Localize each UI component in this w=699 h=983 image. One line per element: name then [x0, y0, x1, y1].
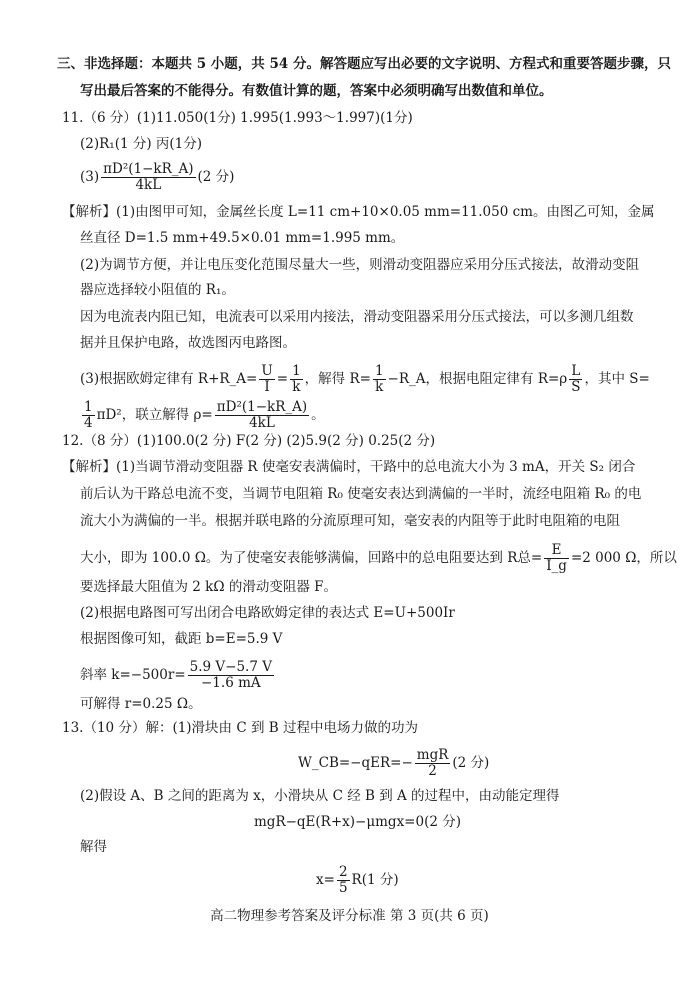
q12-slope-num: 5.9 V−5.7 V: [189, 659, 272, 675]
q12-slope-frac: [188, 660, 274, 691]
q11-part3-prefix: (3): [80, 169, 100, 185]
q11-ohm-a: (3)根据欧姆定律有 R+R_A=: [80, 371, 258, 387]
q11-ohm-frac2-den: k: [292, 379, 301, 395]
q11-analysis-6: 据并且保护电路，故选图丙电路图。: [80, 335, 296, 351]
q11-s-frac2: [215, 400, 309, 431]
q11-ohm-frac4: [569, 364, 582, 395]
q12-r-frac-den: I_g: [546, 558, 567, 574]
q11-ohm-frac1-den: I: [264, 379, 270, 395]
q11-analysis-2: 丝直径 D=1.5 mm+49.5×0.01 mm=1.995 mm。: [80, 230, 405, 246]
q12-r-frac: [544, 543, 569, 574]
q13-work-line: [298, 748, 489, 779]
q12-result: 可解得 r=0.25 Ω。: [80, 696, 202, 712]
q12-intercept: 根据图像可知，截距 b=E=5.9 V: [80, 631, 283, 647]
q11-s-frac2-den: 4kL: [249, 415, 275, 431]
q12-analysis-2: 前后认为干路总电流不变，当调节电阻箱 R₀ 使毫安表达到满偏的一半时，流经电阻箱 R₀ 的电: [80, 486, 642, 502]
q11-ohm-frac2-num: 1: [292, 363, 301, 379]
q11-s-line: [80, 400, 325, 431]
q12-r-conclusion: 要选择最大阻值为 2 kΩ 的滑动变阻器 F。: [80, 579, 337, 595]
q13-intro: 13.（10 分）解：(1)滑块由 C 到 B 过程中电场力做的功为: [62, 720, 418, 736]
section-header-line1: 三、非选择题：本题共 5 小题，共 54 分。解答题应写出必要的文字说明、方程式和重要答题步骤，只: [57, 56, 671, 72]
q11-ohm-frac3-num: 1: [374, 363, 384, 379]
page-footer: 高二物理参考答案及评分标准 第 3 页(共 6 页): [210, 908, 489, 924]
q11-analysis-1: 【解析】(1)由图甲可知，金属丝长度 L=11 cm+10×0.05 mm=11.050 cm。由图乙可知，金属: [62, 204, 655, 220]
q12-analysis-1: 【解析】(1)当调节滑动变阻器 R 使毫安表满偏时，干路中的总电流大小为 3 mA，开关 S₂ 闭合: [62, 459, 636, 475]
q11-part3: [80, 162, 234, 193]
q11-ohm-d: −R_A，根据电阻定律有 R=ρ: [387, 371, 568, 387]
q11-s-frac: [82, 400, 95, 431]
q11-ohm-frac4-den: S: [571, 379, 581, 395]
q11-ohm-frac2: [290, 364, 303, 395]
q11-analysis-4: 器应选择较小阻值的 R₁。: [80, 282, 235, 298]
q13-part2: (2)假设 A、B 之间的距离为 x，小滑块从 C 经 B 到 A 的过程中，由动能定理得: [80, 788, 560, 804]
q11-ohm-frac3-den: k: [375, 379, 384, 395]
q12-r-frac-num: E: [544, 543, 569, 559]
q12-slope-line: [80, 660, 276, 691]
q11-part3-den: 4kL: [135, 177, 162, 193]
q13-work-den: 2: [428, 763, 437, 779]
q11-ohm-frac1-num: U: [261, 363, 273, 379]
q13-work-b: (2 分): [452, 755, 490, 771]
q11-ohm-b: =: [276, 371, 289, 387]
q12-slope-a: 斜率 k=−500r=: [80, 667, 186, 683]
q11-s-frac2-num: πD²(1−kR_A): [216, 399, 308, 415]
q11-ohm-line: [80, 364, 650, 395]
q12-r-a: 大小，即为 100.0 Ω。为了使毫安表能够满偏，回路中的总电阻要达到 R总=: [80, 550, 543, 566]
q11-part2: (2)R₁(1 分) 丙(1分): [80, 136, 203, 152]
q13-work-a: W_CB=−qER=−: [298, 755, 413, 771]
q11-ohm-e: ，其中 S=: [584, 371, 650, 387]
q13-x-frac: [337, 865, 350, 896]
q13-work-frac: [415, 748, 451, 779]
q12-r-line: [80, 543, 677, 574]
q13-work-num: mgR: [416, 747, 449, 763]
q13-energy-eq: mgR−qE(R+x)−μmgx=0(2 分): [254, 814, 461, 830]
q11-s-frac-num: 1: [84, 399, 93, 415]
q13-solve-label: 解得: [80, 839, 107, 855]
q13-x-num: 2: [338, 864, 348, 880]
q13-x-line: [316, 865, 399, 896]
q11-s-frac-den: 4: [84, 415, 93, 431]
q11-answers: 11.（6 分）(1)11.050(1分) 1.995(1.993～1.997)(1分): [62, 110, 413, 126]
q11-part3-suffix: (2 分): [197, 169, 235, 185]
q11-analysis-3: (2)为调节方便，并让电压变化范围尽量大一些，则滑动变阻器应采用分压式接法，故滑动变阻: [80, 257, 640, 273]
q11-part3-num: πD²(1−kR_A): [103, 161, 194, 177]
q11-ohm-c: ，解得 R=: [304, 371, 371, 387]
q11-ohm-frac1: [259, 364, 274, 395]
q12-answers: 12.（8 分）(1)100.0(2 分) F(2 分) (2)5.9(2 分) 0.25(2 分): [62, 433, 436, 449]
q11-part3-fraction: [101, 162, 195, 193]
q11-ohm-frac4-num: L: [569, 364, 582, 380]
q11-s-b: 。: [311, 407, 325, 423]
q11-s-a: πD²，联立解得 ρ=: [96, 407, 213, 423]
q11-ohm-frac3: [373, 364, 386, 395]
q12-analysis-3: 流大小为满偏的一半。根据并联电路的分流原理可知，毫安表的内阻等于此时电阻箱的电阻: [80, 513, 620, 529]
q13-x-a: x=: [316, 872, 335, 888]
q12-part2: (2)根据电路图可写出闭合电路欧姆定律的表达式 E=U+500Ir: [80, 605, 455, 621]
q12-r-b: =2 000 Ω，所以: [570, 550, 677, 566]
q13-x-b: R(1 分): [351, 872, 399, 888]
q11-analysis-5: 因为电流表内阻已知，电流表可以采用内接法，滑动变阻器采用分压式接法，可以多测几组数: [80, 309, 634, 325]
q12-slope-den: −1.6 mA: [201, 675, 261, 691]
section-header-line2: 写出最后答案的不能得分。有数值计算的题，答案中必须明确写出数值和单位。: [80, 83, 553, 99]
q13-x-den: 5: [338, 880, 348, 896]
